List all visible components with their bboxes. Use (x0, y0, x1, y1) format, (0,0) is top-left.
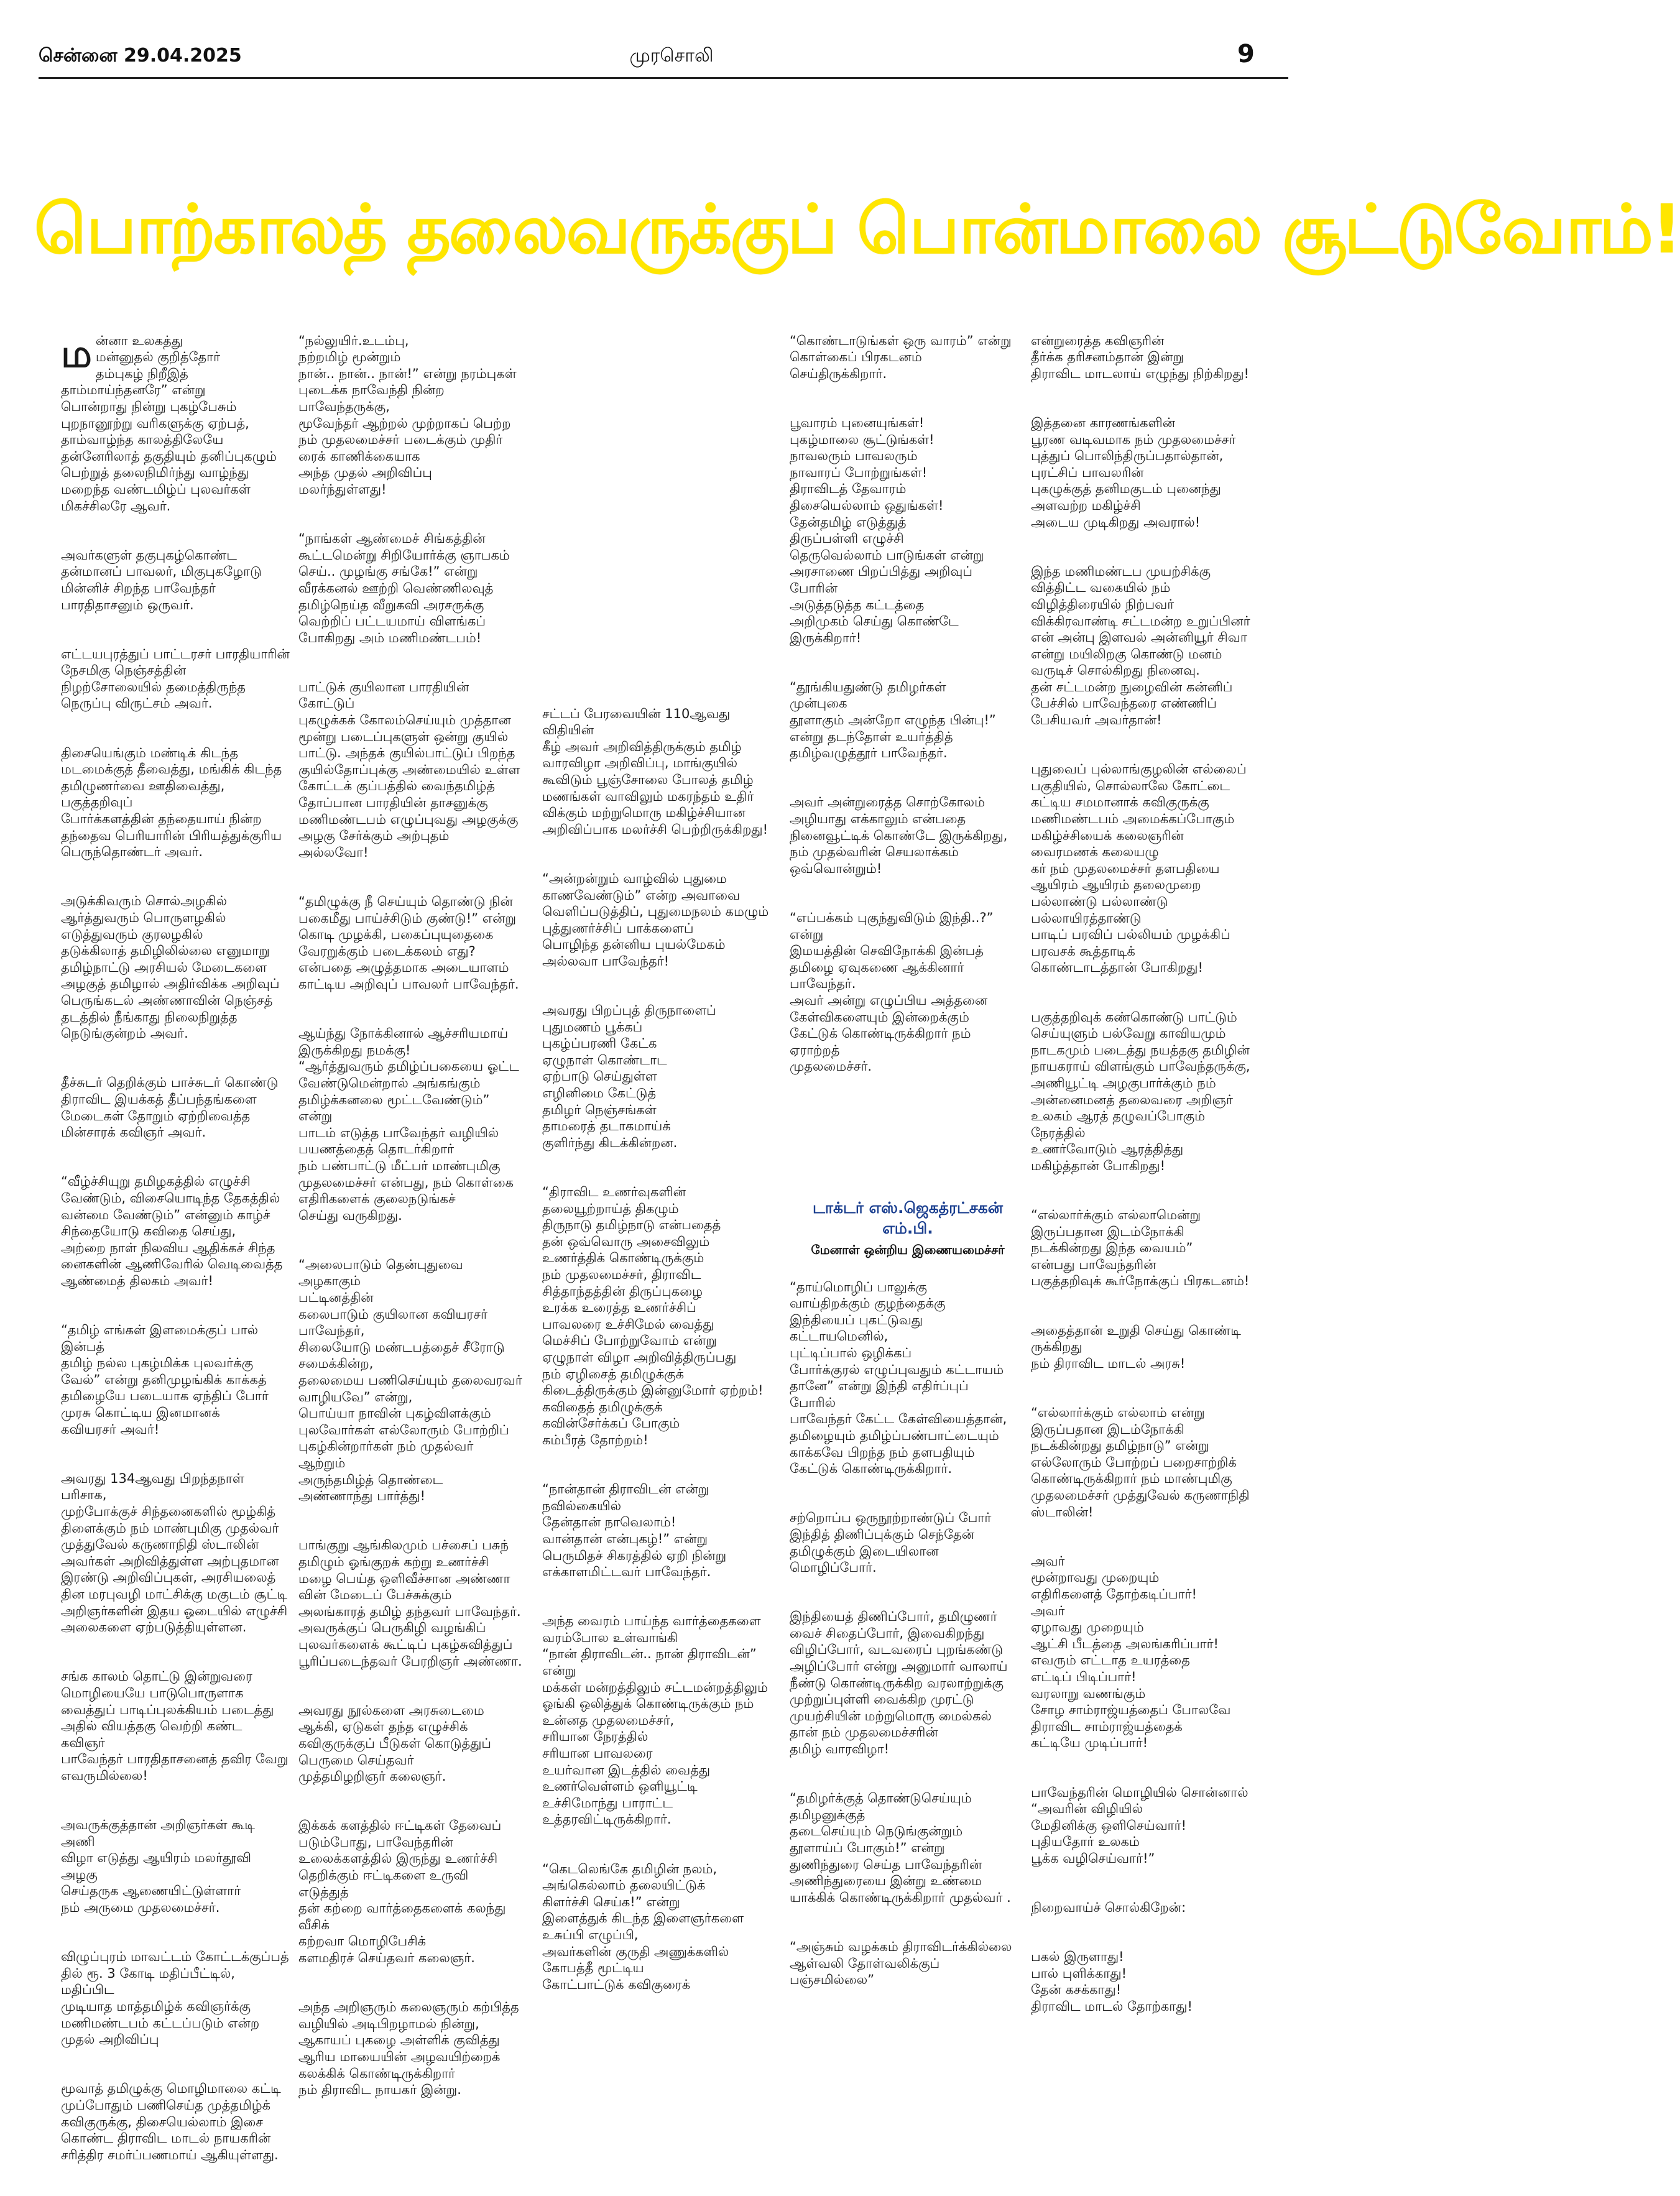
paragraph: மூவாத் தமிழுக்கு மொழிமாலை கட்டி முப்போதும் பணிசெய்த முத்தமிழ்க் கவிகுருக்கு, திசையெல்லாம் இசை கொண்ட திராவிட மாடல் நாயகரின் சரித்திர சமர்ப்பணமாய் ஆகியுள்ளது. (61, 2081, 281, 2162)
article-column-3 (542, 689, 778, 2026)
paragraph: சங்க காலம் தொட்டு இன்றுவரை மொழியையே பாடுபொருளாக வைத்துப் பாடிப்புலக்கியம் படைத்து அதில் வியத்தகு வெற்றி கண்ட கவிஞர் பாவேந்தர் பாரதிதாசனைத் தவிர வேறு எவருமில்லை! (61, 1669, 288, 1783)
drop-cap: ம (61, 330, 92, 376)
paragraph: அவர் மூன்றாவது முறையும் எதிரிகளைத் தோற்கடிப்பார்! அவர் ஏழாவது முறையும் ஆட்சி பீடத்தை அலங்கரிப்பார்! எவரும் எட்டாத உயரத்தை எட்டிப் பிடிப்பார்! வரலாறு வணங்கும் சோழ சாம்ராஜ்யத்தைப் போலவே திராவிட சாம்ராஜ்யத்தைக் கட்டியே முடிப்பார்! (1031, 1553, 1231, 1751)
paragraph: எட்டயபுரத்துப் பாட்டரசர் பாரதியாரின் நேசமிகு நெஞ்சத்தின் நிழற்சோலையில் தமைத்திருந்த நெருப்பு விருட்சம் அவர். (61, 646, 290, 711)
paragraph: இந்த மணிமண்டப முயற்சிக்கு வித்திட்ட வகையில் நம் விழித்திரையில் நிற்பவர் விக்கிரவாண்டி சட்டமன்ற உறுப்பினர் என் அன்பு இளவல் அன்னியூர் சிவா என்று மயிலிறகு கொண்டு மனம் வருடிச் சொல்கிறது நினைவு. தன் சட்டமன்ற நுழைவின் கன்னிப் பேச்சில் பாவேந்தரை எண்ணிப் பேசியவர் அவர்தான்! (1031, 563, 1250, 728)
paragraph: சற்றொப்ப ஒருநூற்றாண்டுப் போர் இந்தித் திணிப்புக்கும் செந்தேன் தமிழுக்கும் இடையிலான மொழிப்போர். (790, 1510, 992, 1575)
paragraph: “தூங்கியதுண்டு தமிழர்கள் முன்புகை தூளாகும் அன்றோ எழுந்த பின்பு!” என்று தடந்தோள் உயர்த்தித் தமிழ்வழுத்தூர் பாவேந்தர். (790, 679, 996, 761)
issue-date: சென்னை 29.04.2025 (39, 45, 242, 67)
paragraph: “அன்றன்றும் வாழ்வில் புதுமை காணவேண்டும்” என்ற அவாவை வெளிப்படுத்திப், புதுமைநலம் கமழும் புத்துணர்ச்சிப் பாக்களைப் பொழிந்த தன்னிய புயல்மேகம் அல்லவா பாவேந்தர்! (542, 870, 769, 969)
paragraph: அந்த வைரம் பாய்ந்த வார்த்தைகளை வரம்போல உள்வாங்கி “நான் திராவிடன்.. நான் திராவிடன்” என்று மக்கள் மன்றத்திலும் சட்டமன்றத்திலும் ஓங்கி ஒலித்துக் கொண்டிருக்கும் நம் உன்னத முதலமைச்சர், சரியான நேரத்தில் சரியான பாவலரை உயர்வான இடத்தில் வைத்து உணர்வெள்ளம் ஒளியூட்டி உச்சிமோந்து பாராட்ட உத்தரவிட்டிருக்கிறார். (542, 1613, 768, 1827)
author-role: மேனாள் ஒன்றிய இணையமைச்சர் (811, 1242, 1005, 1257)
paragraph: அதைத்தான் உறுதி செய்து கொண்டி ருக்கிறது நம் திராவிட மாடல் அரசு! (1031, 1322, 1241, 1371)
paragraph (61, 330, 290, 515)
paragraph: “திராவிட உணர்வுகளின் தலையூற்றாய்த் திகழும் திருநாடு தமிழ்நாடு என்பதைத் தன் ஒவ்வொரு அசைவிலும் உணர்த்திக் கொண்டிருக்கும் நம் முதலமைச்சர், திராவிட சித்தாந்தத்தின் திருப்புகழை உரக்க உரைத்த உணர்ச்சிப் பாவலரை உச்சிமேல் வைத்து மெச்சிப் போற்றுவோம் என்று ஏழுநாள் விழா அறிவித்திருப்பது நம் ஏழிசைத் தமிழுக்குக் கிடைத்திருக்கும் இன்னுமோர் ஏற்றம்! கவிதைத் தமிழுக்குக் கவின்சேர்க்கப் போகும் கம்பீரத் தோற்றம்! (542, 1184, 764, 1447)
author-byline (802, 1199, 1013, 1259)
paragraph: பகல் இருளாது! பால் புளிக்காது! தேன் கசக்காது! திராவிட மாடல் தோற்காது! (1031, 1949, 1193, 2014)
paragraph: அவரது பிறப்புத் திருநாளைப் புதுமணம் பூக்கப் புகழ்ப்பரணி கேட்க ஏழுநாள் கொண்டாட ஏற்பாடு செய்துள்ள எழினிமை கேட்டுத் தமிழர் நெஞ்சங்கள் தாமரைத் தடாகமாய்க் குளிர்ந்து கிடக்கின்றன. (542, 1003, 716, 1150)
paragraph: திசையெங்கும் மண்டிக் கிடந்த மடமைக்குத் தீவைத்து, மங்கிக் கிடந்த தமிழுணர்வை ஊதிவைத்து, பகுத்தறிவுப் போர்க்களத்தின் தந்தையாய் நின்ற தந்தைவ பெரியாரின் பிரியத்துக்குரிய பெருந்தொண்டர் அவர். (61, 745, 282, 860)
paragraph: “தமிழர்க்குத் தொண்டுசெய்யும் தமிழனுக்குத் தடைசெய்யும் நெடுங்குன்றும் தூளாய்ப் போகும்!” என்று துணிந்துரை செய்த பாவேந்தரின் அணிந்துரையை இன்று உண்மை யாக்கிக் கொண்டிருக்கிறார் முதல்வர் . (790, 1791, 1011, 1905)
author-name: டாக்டர் எஸ்.ஜெகத்ரட்சகன் எம்.பி. (813, 1199, 1003, 1237)
paragraph: அந்த அறிஞரும் கலைஞரும் கற்பித்த வழியில் அடிபிறழாமல் நின்று, ஆகாயப் புகழை அள்ளிக் குவித்து ஆரிய மாயையின் அழவயிற்றைக் கலக்கிக் கொண்டிருக்கிறார் நம் திராவிட நாயகர் இன்று. (298, 2000, 519, 2098)
page-number: 9 (1237, 40, 1255, 68)
article-column-5 (1031, 316, 1255, 2047)
article-column-2 (298, 316, 522, 2131)
paragraph: பாட்டுக் குயிலான பாரதியின் கோட்டுப் புகழுக்கக் கோலம்செய்யும் முத்தான மூன்று படைப்புகளுள் ஒன்று குயில் பாட்டு. அந்தக் குயில்பாட்டுப் பிறந்த குயில்தோப்புக்கு அண்மையில் உள்ள கோட்டக் குப்பத்தில் வைந்தமிழ்த் தோப்பான பாரதியின் தாசனுக்கு மணிமண்டபம் எழுப்புவது அழகுக்கு அழகு சேர்க்கும் அற்புதம் அல்லவோ! (298, 679, 520, 860)
article-headline: பொற்காலத் தலைவருக்குப் பொன்மாலை சூட்டுவோம்! (34, 191, 1680, 269)
paragraph: அடுக்கிவரும் சொல்அழகில் ஆர்த்துவரும் பொருளழகில் எடுத்துவரும் குரலழகில் தடுக்கிலாத் தமிழிலில்லை எனுமாறு தமிழ்நாட்டு அரசியல் மேடைகளை அழகுத் தமிழால் அதிர்விக்க அறிவுப் பெருங்கடல் அண்ணாவின் நெஞ்சத் தடத்தில் நீங்காது நிலைநிறுத்த நெடுங்குன்றம் அவர். (61, 893, 280, 1041)
paragraph: பாவேந்தரின் மொழியில் சொன்னால் “அவரின் விழியில் மேதினிக்கு ஒளிசெய்வார்! புதியதோர் உலகம் பூக்க வழிசெய்வார்!” (1031, 1784, 1248, 1866)
paragraph: “வீழ்ச்சியுறு தமிழகத்தில் எழுச்சி வேண்டும், விசையொடிந்த தேகத்தில் வன்மை வேண்டும்” என்னும் காழ்ச் சிந்தையோடு கவிதை செய்து, அற்றை நாள் நிலவிய ஆதிக்கச் சிந்த னைகளின் ஆணிவேரில் வெடிவைத்த ஆண்மைத் திலகம் அவர்! (61, 1174, 283, 1288)
paragraph: புதுவைப் புல்லாங்குழலின் எல்லைப் பகுதியில், சொல்லாலே கோட்டை கட்டிய சமமானாக் கவிகுருக்கு மணிமண்டபம் அமைக்கப்போகும் மகிழ்ச்சியைக் கலைஞரின் வைரமணக் கலையழு கர் நம் முதலமைச்சர் தளபதியை ஆயிரம் ஆயிரம் தலைமுறை பல்லாண்டு பல்லாண்டு பல்லாயிரத்தாண்டு பாடிப் பரவிப் பல்லியம் முழக்கிப் பரவசக் கூத்தாடிக் கொண்டாடத்தான் போகிறது! (1031, 762, 1247, 976)
masthead (0, 0, 1328, 68)
masthead-divider (39, 77, 1288, 79)
paragraph: அவர்களுள் தகுபுகழ்கொண்ட தன்மானப் பாவலர், மிகுபுகழோடு மின்னிச் சிறந்த பாவேந்தர் பாரதிதாசனும் ஒருவர். (61, 547, 262, 612)
article-column-4-continued (790, 1262, 1013, 2021)
paragraph: இக்கக் களத்தில் ஈட்டிகள் தேவைப் படும்போது, பாவேந்தரின் உலைக்களத்தில் இருந்து உணர்ச்சி தெறிக்கும் ஈட்டிகளை உருவி எடுத்துத் தன் கற்றை வார்த்தைகளைக் கலந்து வீசிக் கற்றவா மொழிபேசிக் களமதிரச் செய்தவர் கலைஞர். (298, 1818, 506, 1966)
article-column-1 (61, 316, 290, 2196)
paragraph: “தாய்மொழிப் பாலுக்கு வாய்திறக்கும் குழந்தைக்கு இந்தியைப் புகட்டுவது கட்டாயமெனில், புட்டிப்பால் ஒழிக்கப் போர்க்குரல் எழுப்புவதும் கட்டாயம் தானே” என்று இந்தி எதிர்ப்புப் போரில் பாவேந்தர் கேட்ட கேள்வியைத்தான், தமிழையும் தமிழ்ப்பண்பாட்டையும் காக்கவே பிறந்த நம் தளபதியும் கேட்டுக் கொண்டிருக்கிறார். (790, 1279, 1007, 1477)
paragraph: “அஞ்சும் வழக்கம் திராவிடர்க்கில்லை ஆள்வலி தோள்வலிக்குப் பஞ்சமில்லை” (790, 1939, 1012, 1988)
paragraph: “தமிழுக்கு நீ செய்யும் தொண்டு நின் பகைமீது பாய்ச்சிடும் குண்டு!” என்று கொடி முழக்கி, பகைப்புயுதைகை வேரறுக்கும் படைக்கலம் எது? என்பதை அழுத்தமாக அடையாளம் காட்டிய அறிவுப் பாவலர் பாவேந்தர். (298, 894, 519, 992)
paragraph: அவரது 134ஆவது பிறந்தநாள் பரிசாக, முற்போக்குச் சிந்தனைகளில் மூழ்கித் திளைக்கும் நம் மாண்புமிகு முதல்வர் முத்துவேல் கருணாநிதி ஸ்டாலின் அவர்கள் அறிவித்துள்ள அற்புதமான இரண்டு அறிவிப்புகள், அரசியலைத் தின மரபுவழி மாட்சிக்கு மகுடம் சூட்டி அறிஞர்களின் இதய ஓடையில் எழுச்சி அலைகளை ஏற்படுத்தியுள்ளன. (61, 1470, 288, 1635)
paragraph: “கொண்டாடுங்கள் ஒரு வாரம்” என்று கொள்கைப் பிரகடனம் செய்திருக்கிறார். (790, 333, 1012, 381)
paragraph: “எல்லார்க்கும் எல்லாமென்று இருப்பதான இடம்நோக்கி நடக்கின்றது இந்த வையம்” என்பது பாவேந்தரின் பகுத்தறிவுக் கூர்நோக்குப் பிரகடனம்! (1031, 1207, 1250, 1289)
paragraph: பூவாரம் புனையுங்கள்! புகழ்மாலை சூட்டுங்கள்! நாவலரும் பாவலரும் நாவாரப் போற்றுங்கள்! திராவிடத் தேவாரம் திசையெல்லாம் ஒதுங்கள்! தேன்தமிழ் எடுத்துத் திருப்பள்ளி எழுச்சி தெருவெல்லாம் பாடுங்கள் என்று அரசாணை பிறப்பித்து அறிவுப் போரின் அடுத்தடுத்த கட்டத்தை அறிமுகம் செய்து கொண்டே இருக்கிறார்! (790, 415, 984, 645)
paragraph: பகுத்தறிவுக் கண்கொண்டு பாட்டும் செய்யுளும் பல்வேறு காவியமும் நாடகமும் படைத்து நயத்தகு தமிழின் நாயகராய் விளங்கும் பாவேந்தருக்கு, அணியூட்டி அழகுபார்க்கும் நம் அன்னைமனத் தலைவரை அறிஞர் உலகம் ஆரத் தழுவப்போகும் நேரத்தில் உணர்வோடும் ஆரத்தித்து மகிழ்த்தான் போகிறது! (1031, 1009, 1250, 1173)
paragraph: விழுப்புரம் மாவட்டம் கோட்டக்குப்பத் தில் ரூ. 3 கோடி மதிப்பீட்டில், மதிப்பிட முடியாத மாத்தமிழ்க் கவிஞர்க்கு மணிமண்டபம் கட்டப்படும் என்ற முதல் அறிவிப்பு (61, 1949, 289, 2047)
paragraph: “அலைபாடும் தென்புதுவை அழகாகும் பட்டினத்தின் கலைபாடும் குயிலான கவியரசர் பாவேந்தர், சிலையோடு மண்டபத்தைச் சீரோடு சமைக்கின்ற, தலைமைய பணிசெய்யும் தலைவரவர் வாழியவே” என்று, பொய்யா நாவின் புகழ்விளக்கும் புலவோர்கள் எல்லோரும் போற்றிப் புகழ்கின்றார்கள் நம் முதல்வர் ஆற்றும் அருந்தமிழ்த் தொண்டை அண்ணாந்து பார்த்து! (298, 1257, 522, 1504)
paragraph: இத்தனை காரணங்களின் பூரண வடிவமாக நம் முதலமைச்சர் புத்துப் பொலிந்திருப்பதால்தான், புரட்சிப் பாவலரின் புகழுக்குத் தனிமகுடம் புனைந்து அளவற்ற மகிழ்ச்சி அடைய முடிகிறது அவரால்! (1031, 415, 1236, 530)
article-column-4 (790, 316, 1013, 1108)
paragraph-text: ன்னா உலகத்து மன்னுதல் குறித்தோர் தம்புகழ் நிறீஇத் தாம்மாய்ந்தனரே” என்று பொன்றாது நின்று புகழ்பேசும் புறநானூற்று வரிகளுக்கு ஏற்பத், தாம்வாழ்ந்த காலத்திலேயே தன்னேரிலாத் தகுதியும் தனிப்புகழும் பெற்றுத் தலைநிமிர்ந்து வாழ்ந்து மறைந்த வண்டமிழ்ப் புலவர்கள் மிகச்சிலரே ஆவர். (61, 333, 277, 514)
newspaper-name: முரசொலி (629, 45, 714, 67)
paragraph: பாங்குறு ஆங்கிலமும் பச்சைப் பசுந் தமிழும் ஓங்குறக் கற்று உணர்ச்சி மழை பெய்த ஒளிவீச்சான அண்ணா வின் மேடைப் பேச்சுக்கும் அலங்காரத் தமிழ் தந்தவர் பாவேந்தர். அவருக்குப் பெருகிழி வழங்கிப் புலவர்களைக் கூட்டிப் புகழ்சுவித்துப் பூரிப்படைந்தவர் பேரறிஞர் அண்ணா. (298, 1538, 522, 1669)
paragraph: அவருக்குத்தான் அறிஞர்கள் கூடி அணி விழா எடுத்து ஆயிரம் மலர்தூவி அழகு செய்தருக ஆணையிட்டுள்ளார் நம் அருமை முதலமைச்சர். (61, 1817, 256, 1916)
paragraph: இந்தியைத் திணிப்போர், தமிழுணர் வைச் சிதைப்போர், இவைகிறந்து விழிப்போர், வடவரைப் புறங்கண்டு அழிப்போர் என்று அனுமார் வாலாய் நீண்டு கொண்டிருக்கிற வரலாற்றுக்கு முற்றுப்புள்ளி வைக்கிற முரட்டு முயற்சியின் மற்றுமொரு மைல்கல் தான் நம் முதலமைச்சரின் தமிழ் வாரவிழா! (790, 1609, 1008, 1757)
paragraph: “எப்பக்கம் புகுந்துவிடும் இந்தி..?” என்று இமயத்தின் செவிநோக்கி இன்பத் தமிழை ஏவுகணை ஆக்கினார் பாவேந்தர். அவர் அன்று எழுப்பிய அத்தனை கேள்விகளையும் இன்றைக்கும் கேட்டுக் கொண்டிருக்கிறார் நம் ஏராற்றத் முதலமைச்சர். (790, 910, 994, 1074)
paragraph: “நான்தான் திராவிடன் என்று நவில்கையில் தேன்தான் நாவெலாம்! வான்தான் என்புகழ்!” என்று பெருமிதச் சிகரத்தில் ஏறி நின்று எக்காளமிட்டவர் பாவேந்தர். (542, 1482, 727, 1580)
paragraph: “நல்லுயிர்.உடம்பு, நற்றமிழ் மூன்றும் நான்.. நான்.. நான்!” என்று நரம்புகள் புடைக்க நாவேந்தி நின்ற பாவேந்தருக்கு, மூவேந்தர் ஆற்றல் முற்றாகப் பெற்ற நம் முதலமைச்சர் படைக்கும் முதிர் ரைக் காணிக்கையாக அந்த முதல் அறிவிப்பு மலர்ந்துள்ளது! (298, 333, 517, 497)
paragraph: “தமிழ் எங்கள் இளமைக்குப் பால் இன்பத் தமிழ் நல்ல புகழ்மிக்க புலவர்க்கு வேல்” என்று தனிமுழங்கிக் காக்கத் தமிழையே படையாக ஏந்திப் போர் முரசு கொட்டிய இனமானக் கவியரசர் அவர்! (61, 1322, 269, 1437)
paragraph: “கெடலெங்கே தமிழின் நலம், அங்கெல்லாம் தலையிட்டுக் கிளர்ச்சி செய்க!” என்று இளைத்துக் கிடந்த இளைஞர்களை உசுப்பி எழுப்பி, அவர்களின் குருதி அணுக்களில் கோபத்தீ மூட்டிய கோட்பாட்டுக் கவிகுரைக் (542, 1861, 744, 1992)
paragraph: தீச்சுடர் தெறிக்கும் பாச்சுடர் கொண்டு திராவிட இயக்கத் தீப்பந்தங்களை மேடைகள் தோறும் ஏற்றிவைத்த மின்சாரக் கவிஞர் அவர். (61, 1075, 279, 1140)
paragraph: “நாங்கள் ஆண்மைச் சிங்கத்தின் கூட்டமென்று சிறியோர்க்கு ஞாபகம் செய்.. முழங்கு சங்கே!” என்று வீரக்கனல் ஊற்றி வெண்ணிலவுத் தமிழ்நெய்த வீறுகவி அரசருக்கு வெற்றிப் பட்டயமாய் விளங்கப் போகிறது அம் மணிமண்டபம்! (298, 531, 510, 645)
paragraph: சட்டப் பேரவையின் 110ஆவது விதியின் கீழ் அவர் அறிவித்திருக்கும் தமிழ் வாரவிழா அறிவிப்பு, மாங்குயில் கூவிடும் பூஞ்சோலை போலத் தமிழ் மணங்கள் வாவிலும் மகரந்தம் உதிர் விக்கும் மற்றுமொரு மகிழ்ச்சியான அறிவிப்பாக மலர்ச்சி பெற்றிருக்கிறது! (542, 706, 768, 837)
paragraph: என்றுரைத்த கவிஞரின் தீர்க்க தரிசனம்தான் இன்று திராவிட மாடலாய் எழுந்து நிற்கிறது! (1031, 333, 1249, 381)
paragraph: அவர் அன்றுரைத்த சொற்கோலம் அழியாது எக்காலும் என்பதை நினைவூட்டிக் கொண்டே இருக்கிறது, நம் முதல்வரின் செயலாக்கம் ஒவ்வொன்றும்! (790, 795, 1008, 876)
paragraph: “எல்லார்க்கும் எல்லாம் என்று இருப்பதான இடம்நோக்கி நடக்கின்றது தமிழ்நாடு” என்று எல்லோரும் போற்றப் பறைசாற்றிக் கொண்டிருக்கிறார் நம் மாண்புமிகு முதலமைச்சர் முத்துவேல் கருணாநிதி ஸ்டாலின்! (1031, 1405, 1250, 1520)
paragraph: ஆய்ந்து நோக்கினால் ஆச்சரியமாய் இருக்கிறது நமக்கு! “ஆர்த்துவரும் தமிழ்ப்பகையை ஓட்ட வேண்டுமென்றால் அங்கங்கும் தமிழ்க்கனலை மூட்டவேண்டும்” என்று பாடம் எடுத்த பாவேந்தர் வழியில் பயணத்தைத் தொடர்கிறார் நம் பண்பாட்டு மீட்பர் மாண்புமிகு முதலமைச்சர் என்பது, நம் கொள்கை எதிரிகளைக் குலைநடுங்கச் செய்து வருகிறது. (298, 1026, 519, 1223)
paragraph: அவரது நூல்களை அரசுடைமை ஆக்கி, ஏடுகள் தந்த எழுச்சிக் கவிகுருக்குப் பீடுகள் கொடுத்துப் பெருமை செய்தவர் முத்தமிழறிஞர் கலைஞர். (298, 1702, 492, 1784)
paragraph: நிறைவாய்ச் சொல்கிறேன்: (1031, 1900, 1186, 1916)
